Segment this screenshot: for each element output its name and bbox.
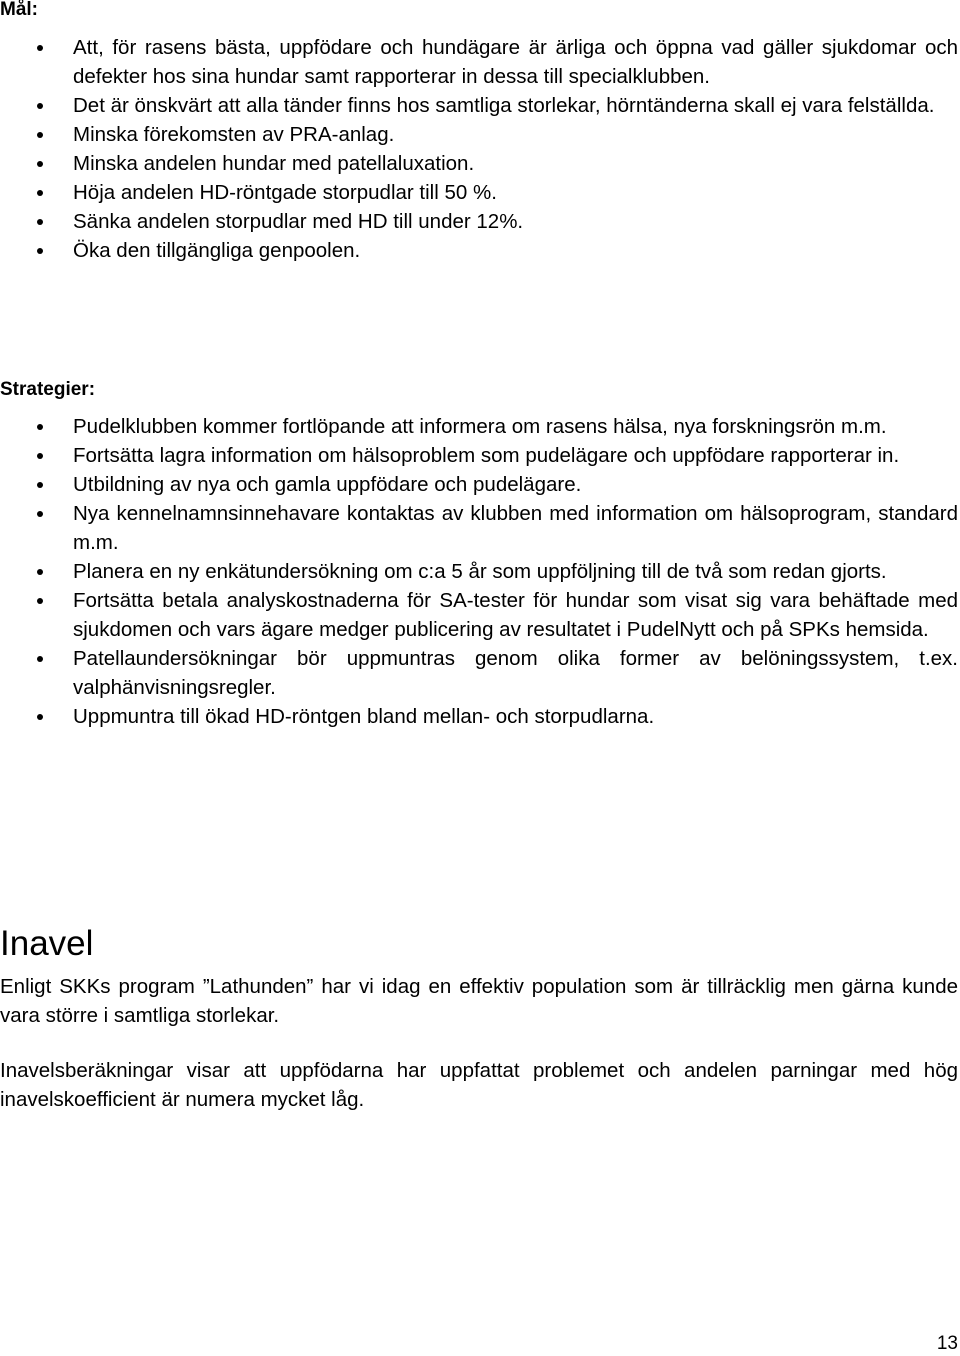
list-item bbox=[0, 499, 958, 557]
list-item-text: Nya kennelnamnsinnehavare kontaktas av klubben med information om hälsoprogram, standard m.m. bbox=[73, 502, 958, 554]
list-item-text: Att, för rasens bästa, uppfödare och hundägare är ärliga och öppna vad gäller sjukdomar och defekter hos sina hundar samt rapporterar in dessa till specialklubben. bbox=[73, 36, 958, 88]
list-item bbox=[0, 91, 958, 120]
list-item bbox=[0, 441, 958, 470]
list-item bbox=[0, 644, 958, 702]
inavel-paragraph-2: Inavelsberäkningar visar att uppfödarna har uppfattat problemet och andelen parningar med hög inavelskoefficient är numera mycket låg. bbox=[0, 1059, 958, 1111]
bullet-icon bbox=[37, 103, 43, 109]
list-item-text: Sänka andelen storpudlar med HD till under 12%. bbox=[73, 210, 524, 233]
bullet-icon bbox=[37, 132, 43, 138]
bullet-icon bbox=[37, 569, 43, 575]
list-item-text: Patellaundersökningar bör uppmuntras genom olika former av belöningssystem, t.ex. valphänvisningsregler. bbox=[73, 647, 958, 699]
list-item-text: Pudelklubben kommer fortlöpande att informera om rasens hälsa, nya forskningsrön m.m. bbox=[73, 415, 887, 438]
bullet-icon bbox=[37, 598, 43, 604]
list-item-text: Planera en ny enkätundersökning om c:a 5 år som uppföljning till de två som redan gjorts. bbox=[73, 560, 887, 583]
list-item-text: Utbildning av nya och gamla uppfödare och pudelägare. bbox=[73, 473, 582, 496]
list-item-text: Uppmuntra till ökad HD-röntgen bland mellan- och storpudlarna. bbox=[73, 705, 655, 728]
bullet-icon bbox=[37, 161, 43, 167]
bullet-icon bbox=[37, 45, 43, 51]
list-item-text: Öka den tillgängliga genpoolen. bbox=[73, 239, 361, 262]
bullet-icon bbox=[37, 248, 43, 254]
list-item bbox=[0, 557, 958, 586]
goals-list bbox=[0, 33, 958, 265]
goals-heading: Mål: bbox=[0, 0, 38, 20]
list-item bbox=[0, 470, 958, 499]
list-item-text: Fortsätta betala analyskostnaderna för SA-tester för hundar som visat sig vara behäftade med sjukdomen och vars ägare medger publicering av resultatet i PudelNytt och på SPKs hemsida. bbox=[73, 589, 958, 641]
bullet-icon bbox=[37, 219, 43, 225]
bullet-icon bbox=[37, 453, 43, 459]
page-number: 13 bbox=[936, 1333, 958, 1354]
list-item bbox=[0, 207, 958, 236]
list-item-text: Minska andelen hundar med patellaluxation. bbox=[73, 152, 475, 175]
list-item bbox=[0, 236, 958, 265]
bullet-icon bbox=[37, 656, 43, 662]
bullet-icon bbox=[37, 190, 43, 196]
list-item bbox=[0, 586, 958, 644]
list-item bbox=[0, 178, 958, 207]
strategies-list bbox=[0, 412, 958, 731]
bullet-icon bbox=[37, 482, 43, 488]
list-item-text: Det är önskvärt att alla tänder finns hos samtliga storlekar, hörntänderna skall ej vara felställda. bbox=[73, 94, 935, 117]
list-item bbox=[0, 412, 958, 441]
bullet-icon bbox=[37, 511, 43, 517]
list-item-text: Fortsätta lagra information om hälsoproblem som pudelägare och uppfödare rapporterar in. bbox=[73, 444, 900, 467]
list-item-text: Höja andelen HD-röntgade storpudlar till 50 %. bbox=[73, 181, 497, 204]
inavel-heading: Inavel bbox=[0, 924, 94, 963]
list-item bbox=[0, 33, 958, 91]
list-item bbox=[0, 149, 958, 178]
inavel-paragraph-1: Enligt SKKs program ”Lathunden” har vi idag en effektiv population som är tillräcklig men gärna kunde vara större i samtliga storlekar. bbox=[0, 975, 958, 1027]
list-item bbox=[0, 702, 958, 731]
list-item-text: Minska förekomsten av PRA-anlag. bbox=[73, 123, 395, 146]
bullet-icon bbox=[37, 714, 43, 720]
list-item bbox=[0, 120, 958, 149]
bullet-icon bbox=[37, 424, 43, 430]
strategies-heading: Strategier: bbox=[0, 379, 96, 400]
